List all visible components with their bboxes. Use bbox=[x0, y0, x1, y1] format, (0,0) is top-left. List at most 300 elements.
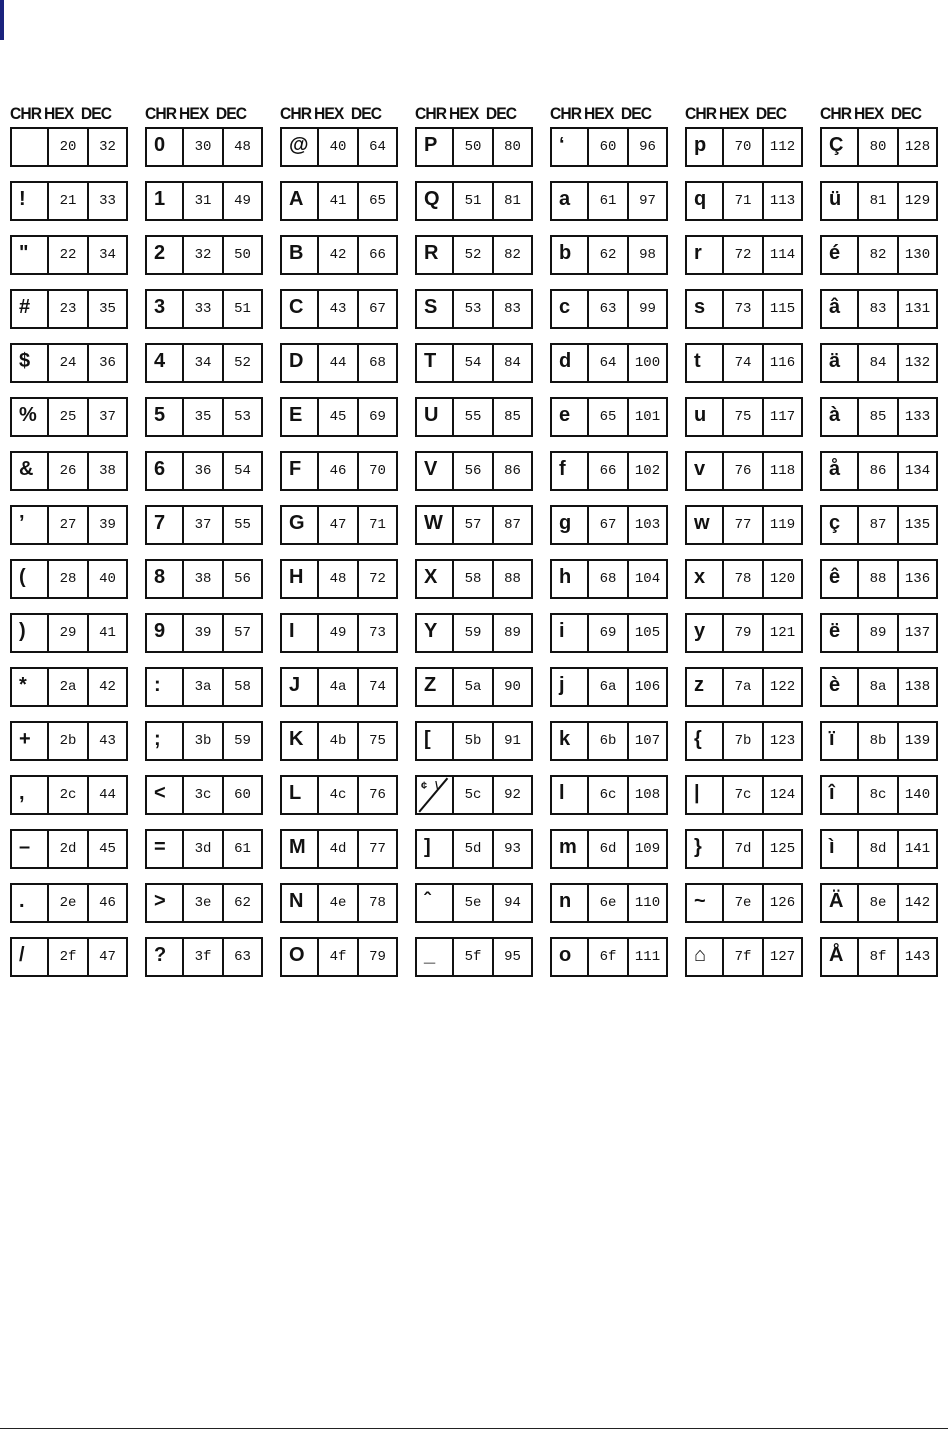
table-row bbox=[550, 883, 668, 923]
char-cell bbox=[282, 507, 319, 543]
hex-cell: 7f bbox=[724, 939, 764, 975]
char-cell bbox=[282, 291, 319, 327]
table-row bbox=[10, 451, 128, 491]
table-row bbox=[685, 559, 803, 599]
table-row bbox=[685, 937, 803, 977]
char-glyph: ! bbox=[19, 188, 26, 210]
hex-cell: 7a bbox=[724, 669, 764, 705]
hex-cell: 58 bbox=[454, 561, 494, 597]
dec-cell: 114 bbox=[769, 247, 796, 263]
table-row bbox=[10, 397, 128, 437]
dec-cell: 88 bbox=[504, 571, 521, 587]
table-row bbox=[10, 883, 128, 923]
hex-cell: 8e bbox=[859, 885, 899, 921]
table-row bbox=[280, 775, 398, 815]
char-cell bbox=[417, 291, 454, 327]
dec-cell: 34 bbox=[99, 247, 116, 263]
dec-cell: 61 bbox=[234, 841, 251, 857]
char-cell bbox=[552, 777, 589, 813]
table-row bbox=[280, 721, 398, 761]
dec-cell: 84 bbox=[504, 355, 521, 371]
table-row bbox=[685, 397, 803, 437]
dec-cell: 41 bbox=[99, 625, 116, 641]
hex-cell: 80 bbox=[859, 129, 899, 165]
dec-cell: 104 bbox=[634, 571, 661, 587]
char-cell bbox=[822, 399, 859, 435]
table-row bbox=[145, 883, 263, 923]
hex-cell: 8a bbox=[859, 669, 899, 705]
char-cell bbox=[822, 183, 859, 219]
char-cell bbox=[822, 453, 859, 489]
table-row bbox=[820, 127, 938, 167]
dec-cell: 47 bbox=[99, 949, 116, 965]
char-cell bbox=[147, 831, 184, 867]
table-row bbox=[415, 667, 533, 707]
char-cell bbox=[12, 723, 49, 759]
char-glyph: n bbox=[559, 890, 572, 912]
char-cell bbox=[12, 453, 49, 489]
char-cell bbox=[12, 669, 49, 705]
hex-cell: 81 bbox=[859, 183, 899, 219]
char-glyph: ü bbox=[829, 188, 842, 210]
hex-cell: 54 bbox=[454, 345, 494, 381]
char-cell bbox=[147, 615, 184, 651]
char-cell bbox=[147, 561, 184, 597]
dec-cell: 117 bbox=[769, 409, 796, 425]
hex-cell: 6b bbox=[589, 723, 629, 759]
header-dec: DEC bbox=[620, 104, 652, 123]
char-glyph: ì bbox=[829, 836, 835, 858]
table-row bbox=[280, 289, 398, 329]
dec-cell: 132 bbox=[904, 355, 931, 371]
char-cell bbox=[417, 237, 454, 273]
char-glyph: s bbox=[694, 296, 706, 318]
char-cell bbox=[147, 183, 184, 219]
hex-cell: 36 bbox=[184, 453, 224, 489]
table-row bbox=[145, 937, 263, 977]
table-row bbox=[415, 397, 533, 437]
code-column bbox=[145, 101, 263, 991]
char-glyph: H bbox=[289, 566, 304, 588]
char-glyph: F bbox=[289, 458, 302, 480]
hex-cell: 29 bbox=[49, 615, 89, 651]
hex-cell: 43 bbox=[319, 291, 359, 327]
dec-cell: 69 bbox=[369, 409, 386, 425]
dec-cell: 55 bbox=[234, 517, 251, 533]
dec-cell: 135 bbox=[904, 517, 931, 533]
table-row bbox=[685, 235, 803, 275]
hex-cell: 72 bbox=[724, 237, 764, 273]
dec-cell: 127 bbox=[769, 949, 796, 965]
table-row bbox=[10, 127, 128, 167]
char-cell bbox=[552, 453, 589, 489]
header-hex: HEX bbox=[449, 104, 479, 123]
char-cell bbox=[417, 129, 454, 165]
char-cell bbox=[822, 129, 859, 165]
table-row bbox=[145, 235, 263, 275]
char-cell bbox=[282, 615, 319, 651]
table-row bbox=[10, 721, 128, 761]
dec-cell: 126 bbox=[769, 895, 796, 911]
dec-cell: 79 bbox=[369, 949, 386, 965]
table-row bbox=[685, 613, 803, 653]
hex-cell: 46 bbox=[319, 453, 359, 489]
dec-cell: 72 bbox=[369, 571, 386, 587]
char-glyph: ï bbox=[829, 728, 835, 750]
char-cell bbox=[552, 885, 589, 921]
table-row bbox=[550, 397, 668, 437]
table-row bbox=[550, 829, 668, 869]
char-cell bbox=[822, 291, 859, 327]
hex-cell: 20 bbox=[49, 129, 89, 165]
dec-cell: 38 bbox=[99, 463, 116, 479]
char-glyph: G bbox=[289, 512, 305, 534]
char-cell bbox=[417, 399, 454, 435]
char-glyph: E bbox=[289, 404, 303, 426]
hex-cell: 3f bbox=[184, 939, 224, 975]
table-row bbox=[685, 775, 803, 815]
char-glyph: } bbox=[694, 836, 702, 858]
char-cell bbox=[147, 885, 184, 921]
table-row bbox=[550, 451, 668, 491]
dec-cell: 91 bbox=[504, 733, 521, 749]
header-chr: CHR bbox=[145, 104, 177, 123]
hex-cell: 47 bbox=[319, 507, 359, 543]
dec-cell: 85 bbox=[504, 409, 521, 425]
hex-cell: 61 bbox=[589, 183, 629, 219]
char-cell bbox=[147, 399, 184, 435]
table-row bbox=[10, 343, 128, 383]
char-cell bbox=[417, 669, 454, 705]
char-cell bbox=[552, 291, 589, 327]
hex-cell: 31 bbox=[184, 183, 224, 219]
char-cell bbox=[552, 237, 589, 273]
char-cell bbox=[147, 453, 184, 489]
char-cell bbox=[282, 399, 319, 435]
hex-cell: 88 bbox=[859, 561, 899, 597]
column-header bbox=[145, 101, 254, 127]
hex-cell: 82 bbox=[859, 237, 899, 273]
char-glyph: ~ bbox=[694, 890, 706, 912]
char-cell bbox=[12, 507, 49, 543]
char-cell bbox=[282, 237, 319, 273]
char-glyph: : bbox=[154, 674, 161, 696]
table-row bbox=[280, 235, 398, 275]
char-glyph: ê bbox=[829, 566, 841, 588]
char-glyph: . bbox=[19, 890, 25, 912]
char-cell bbox=[687, 507, 724, 543]
char-glyph: r bbox=[694, 242, 702, 264]
table-row bbox=[550, 505, 668, 545]
hex-cell: 38 bbox=[184, 561, 224, 597]
char-glyph: z bbox=[694, 674, 704, 696]
header-chr: CHR bbox=[550, 104, 582, 123]
char-glyph: U bbox=[424, 404, 439, 426]
char-glyph: 0 bbox=[154, 134, 166, 156]
char-glyph: ë bbox=[829, 620, 841, 642]
character-code-table bbox=[10, 101, 938, 991]
dec-cell: 58 bbox=[234, 679, 251, 695]
char-cell bbox=[417, 885, 454, 921]
table-row bbox=[280, 937, 398, 977]
hex-cell: 23 bbox=[49, 291, 89, 327]
table-row bbox=[820, 181, 938, 221]
char-glyph: @ bbox=[289, 134, 309, 156]
char-glyph: 1 bbox=[154, 188, 166, 210]
dec-cell: 101 bbox=[634, 409, 661, 425]
hex-cell: 4c bbox=[319, 777, 359, 813]
hex-cell: 41 bbox=[319, 183, 359, 219]
char-cell bbox=[822, 723, 859, 759]
table-row bbox=[685, 829, 803, 869]
hex-cell: 5b bbox=[454, 723, 494, 759]
table-row bbox=[10, 559, 128, 599]
dec-cell: 40 bbox=[99, 571, 116, 587]
char-glyph: 3 bbox=[154, 296, 166, 318]
hex-cell: 7e bbox=[724, 885, 764, 921]
header-hex: HEX bbox=[44, 104, 74, 123]
table-row bbox=[145, 127, 263, 167]
char-cell bbox=[552, 345, 589, 381]
column-header bbox=[10, 101, 119, 127]
char-glyph: b bbox=[559, 242, 572, 264]
dec-cell: 102 bbox=[634, 463, 661, 479]
dec-cell: 136 bbox=[904, 571, 931, 587]
char-cell bbox=[822, 939, 859, 975]
char-cell bbox=[12, 237, 49, 273]
char-glyph: i bbox=[559, 620, 565, 642]
dec-cell: 62 bbox=[234, 895, 251, 911]
dec-cell: 107 bbox=[634, 733, 661, 749]
char-glyph: 8 bbox=[154, 566, 166, 588]
char-cell bbox=[552, 129, 589, 165]
char-glyph: B bbox=[289, 242, 304, 264]
dec-cell: 139 bbox=[904, 733, 931, 749]
char-glyph: v bbox=[694, 458, 706, 480]
table-row bbox=[145, 829, 263, 869]
table-row bbox=[145, 667, 263, 707]
char-glyph: , bbox=[19, 782, 25, 804]
dec-cell: 73 bbox=[369, 625, 386, 641]
char-cell bbox=[282, 885, 319, 921]
char-cell bbox=[417, 453, 454, 489]
char-cell bbox=[552, 561, 589, 597]
table-row bbox=[280, 181, 398, 221]
hex-cell: 68 bbox=[589, 561, 629, 597]
char-glyph: å bbox=[829, 458, 841, 480]
table-row bbox=[685, 667, 803, 707]
dec-cell: 78 bbox=[369, 895, 386, 911]
char-cell bbox=[12, 129, 49, 165]
header-chr: CHR bbox=[820, 104, 852, 123]
table-row bbox=[550, 235, 668, 275]
table-row bbox=[820, 397, 938, 437]
char-glyph: { bbox=[694, 728, 702, 750]
dec-cell: 129 bbox=[904, 193, 931, 209]
table-row bbox=[685, 505, 803, 545]
hex-cell: 55 bbox=[454, 399, 494, 435]
char-cell bbox=[687, 399, 724, 435]
dec-cell: 137 bbox=[904, 625, 931, 641]
hex-cell: 83 bbox=[859, 291, 899, 327]
char-glyph: ] bbox=[424, 836, 431, 858]
hex-cell: 7b bbox=[724, 723, 764, 759]
hex-cell: 34 bbox=[184, 345, 224, 381]
dec-cell: 115 bbox=[769, 301, 796, 317]
hex-cell: 60 bbox=[589, 129, 629, 165]
char-glyph: * bbox=[19, 674, 27, 696]
hex-cell: 7d bbox=[724, 831, 764, 867]
char-glyph: ä bbox=[829, 350, 841, 372]
dec-cell: 43 bbox=[99, 733, 116, 749]
hex-cell: 27 bbox=[49, 507, 89, 543]
char-cell bbox=[687, 615, 724, 651]
char-cell bbox=[552, 723, 589, 759]
char-cell bbox=[687, 669, 724, 705]
hex-cell: 86 bbox=[859, 453, 899, 489]
dec-cell: 105 bbox=[634, 625, 661, 641]
dec-cell: 32 bbox=[99, 139, 116, 155]
table-row bbox=[820, 505, 938, 545]
dec-cell: 118 bbox=[769, 463, 796, 479]
char-cell bbox=[687, 777, 724, 813]
table-row bbox=[10, 289, 128, 329]
table-row bbox=[820, 559, 938, 599]
char-glyph: _ bbox=[424, 944, 436, 966]
hex-cell: 8b bbox=[859, 723, 899, 759]
char-cell bbox=[282, 183, 319, 219]
table-row bbox=[550, 181, 668, 221]
char-cell bbox=[822, 669, 859, 705]
code-column bbox=[550, 101, 668, 991]
header-chr: CHR bbox=[280, 104, 312, 123]
dec-cell: 98 bbox=[639, 247, 656, 263]
char-glyph: 2 bbox=[154, 242, 166, 264]
char-cell bbox=[282, 453, 319, 489]
dec-cell: 52 bbox=[234, 355, 251, 371]
char-cell bbox=[147, 237, 184, 273]
table-row bbox=[415, 937, 533, 977]
table-row bbox=[145, 613, 263, 653]
table-row bbox=[280, 667, 398, 707]
dec-cell: 48 bbox=[234, 139, 251, 155]
dec-cell: 97 bbox=[639, 193, 656, 209]
dec-cell: 89 bbox=[504, 625, 521, 641]
char-glyph: J bbox=[289, 674, 301, 696]
hex-cell: 4d bbox=[319, 831, 359, 867]
char-cell bbox=[147, 345, 184, 381]
hex-cell: 22 bbox=[49, 237, 89, 273]
dec-cell: 116 bbox=[769, 355, 796, 371]
hex-cell: 2c bbox=[49, 777, 89, 813]
header-dec: DEC bbox=[485, 104, 517, 123]
char-glyph: Y bbox=[424, 620, 438, 642]
hex-cell: 2f bbox=[49, 939, 89, 975]
table-row bbox=[415, 775, 533, 815]
dec-cell: 96 bbox=[639, 139, 656, 155]
char-glyph: – bbox=[19, 836, 31, 858]
dec-cell: 59 bbox=[234, 733, 251, 749]
table-row bbox=[10, 613, 128, 653]
hex-cell: 3d bbox=[184, 831, 224, 867]
dec-cell: 54 bbox=[234, 463, 251, 479]
char-cell bbox=[687, 723, 724, 759]
table-row bbox=[10, 235, 128, 275]
char-glyph: Q bbox=[424, 188, 440, 210]
dec-cell: 99 bbox=[639, 301, 656, 317]
char-cell bbox=[417, 723, 454, 759]
char-glyph: e bbox=[559, 404, 571, 426]
char-glyph: R bbox=[424, 242, 439, 264]
char-glyph: ) bbox=[19, 620, 26, 642]
hex-cell: 56 bbox=[454, 453, 494, 489]
header-hex: HEX bbox=[719, 104, 749, 123]
page-corner-mark bbox=[0, 0, 4, 40]
code-column bbox=[415, 101, 533, 991]
table-row bbox=[145, 397, 263, 437]
dec-cell: 108 bbox=[634, 787, 661, 803]
dec-cell: 39 bbox=[99, 517, 116, 533]
header-dec: DEC bbox=[80, 104, 112, 123]
char-glyph: $ bbox=[19, 350, 31, 372]
hex-cell: 84 bbox=[859, 345, 899, 381]
dec-cell: 109 bbox=[634, 841, 661, 857]
char-cell bbox=[417, 183, 454, 219]
char-glyph: 7 bbox=[154, 512, 166, 534]
hex-cell: 8d bbox=[859, 831, 899, 867]
char-glyph: î bbox=[829, 782, 835, 804]
dec-cell: 44 bbox=[99, 787, 116, 803]
hex-cell: 5a bbox=[454, 669, 494, 705]
dec-cell: 45 bbox=[99, 841, 116, 857]
char-cell bbox=[552, 939, 589, 975]
table-row bbox=[415, 883, 533, 923]
char-glyph: C bbox=[289, 296, 304, 318]
hex-cell: 39 bbox=[184, 615, 224, 651]
dec-cell: 83 bbox=[504, 301, 521, 317]
char-glyph: w bbox=[694, 512, 710, 534]
table-row bbox=[415, 451, 533, 491]
table-row bbox=[685, 127, 803, 167]
dec-cell: 74 bbox=[369, 679, 386, 695]
char-cell bbox=[147, 129, 184, 165]
char-glyph: y bbox=[694, 620, 706, 642]
hex-cell: 74 bbox=[724, 345, 764, 381]
dec-cell: 133 bbox=[904, 409, 931, 425]
char-cell bbox=[417, 777, 454, 813]
char-glyph: ⌂ bbox=[694, 944, 707, 966]
char-cell bbox=[552, 669, 589, 705]
table-row bbox=[145, 343, 263, 383]
table-row bbox=[415, 721, 533, 761]
dec-cell: 141 bbox=[904, 841, 931, 857]
char-glyph: > bbox=[154, 890, 166, 912]
dec-cell: 124 bbox=[769, 787, 796, 803]
table-row bbox=[415, 181, 533, 221]
char-glyph: h bbox=[559, 566, 572, 588]
hex-cell: 4b bbox=[319, 723, 359, 759]
dec-cell: 60 bbox=[234, 787, 251, 803]
char-glyph: j bbox=[559, 674, 565, 696]
char-glyph: Ç bbox=[829, 134, 844, 156]
char-cell bbox=[822, 831, 859, 867]
table-row bbox=[550, 289, 668, 329]
dec-cell: 33 bbox=[99, 193, 116, 209]
char-glyph: I bbox=[289, 620, 295, 642]
hex-cell: 24 bbox=[49, 345, 89, 381]
hex-cell: 70 bbox=[724, 129, 764, 165]
table-row bbox=[10, 937, 128, 977]
